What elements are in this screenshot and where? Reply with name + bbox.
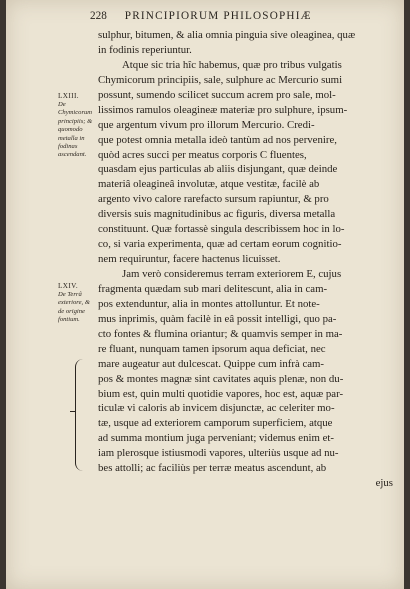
text-line: bium est, quin multi quotidie vapores, hoc est, aquæ par- bbox=[98, 387, 344, 400]
text-line: argento vivo calore rarefacto sursum rapiuntur, & pro bbox=[98, 193, 329, 206]
text-line: mare augeatur aut dulcescat. Quippe cum infrà cam- bbox=[98, 357, 325, 370]
page-header bbox=[90, 10, 390, 22]
text-line: Chymicorum principiis, sale, sulphure ac Mercurio sumi bbox=[98, 73, 343, 86]
text-line: Jam verò consideremus terram exteriorem E, cujus bbox=[122, 268, 342, 280]
text-line: constituunt. Quæ fortassè singula describissem hoc in lo- bbox=[98, 223, 345, 236]
catchword: ejus bbox=[375, 477, 393, 490]
page-number: 228 bbox=[90, 10, 107, 22]
text-line: ad summa montium juga perveniant; videmus enim et- bbox=[98, 432, 334, 445]
sidenote-text: De Chymicorum principiis; & quomodo metalla in fodinas ascendant. bbox=[58, 100, 93, 159]
text-line: fragmenta quædam sub mari delitescunt, alia in cam- bbox=[98, 282, 328, 295]
sidenote-text: De Terrâ exteriore, & de origine fontium. bbox=[58, 290, 90, 324]
text-line: diversis suis magnitudinibus ac figuris, diversa metalla bbox=[98, 208, 336, 221]
text-line: que potest omnia metalla ideò tantùm ad nos pervenire, bbox=[98, 133, 337, 146]
text-line: pos & montes magnæ sint cavitates aquis plenæ, non du- bbox=[98, 372, 344, 385]
book-page bbox=[6, 0, 404, 589]
text-line: sulphur, bitumen, & alia omnia pinguia sive oleaginea, quæ bbox=[98, 29, 356, 41]
text-line: bes attolli; ac faciliùs per terræ meatus ascendunt, ab bbox=[98, 462, 327, 475]
running-title: PRINCIPIORUM PHILOSOPHIÆ bbox=[124, 10, 312, 22]
text-line: tæ, usque ad exteriorem camporum superficiem, atque bbox=[98, 417, 333, 430]
text-line: Atque sic tria hîc habemus, quæ pro tribus vulgatis bbox=[122, 58, 342, 71]
text-line: possunt, sumendo scilicet succum acrem pro sale, mol- bbox=[98, 88, 336, 101]
sidenote-lxiv bbox=[58, 282, 96, 325]
sidenote-lxiii bbox=[58, 92, 96, 160]
text-line: lissimos ramulos oleagineæ materiæ pro sulphure, ipsum- bbox=[98, 103, 348, 116]
text-line: re fluant, nunquam tamen ipsorum aqua deficiat, nec bbox=[98, 342, 326, 355]
body-text bbox=[98, 28, 393, 491]
text-line: mus inprimis, quàm facilè in eâ possit intelligi, quo pa- bbox=[98, 312, 337, 325]
text-line: pos extenduntur, alia in montes attolluntur. Et note- bbox=[98, 297, 320, 310]
text-line: quòd acres succi per meatus corporis C fluentes, bbox=[98, 148, 307, 161]
text-line: que argentum vivum pro illorum Mercurio. Credi- bbox=[98, 118, 315, 131]
margin-bracket-mark bbox=[75, 359, 86, 471]
text-line: in fodinis reperiuntur. bbox=[98, 43, 192, 56]
text-line: co, si varia experimenta, quæ ad certam eorum cognitio- bbox=[98, 238, 342, 251]
text-line: iam plerosque istiusmodi vapores, ulteriùs usque ad nu- bbox=[98, 447, 339, 460]
text-line: cto fontes & flumina oriantur; & quamvis semper in ma- bbox=[98, 327, 343, 340]
text-line: nem requiruntur, facere hactenus licuisset. bbox=[98, 253, 281, 266]
text-line: materiâ oleagineâ involutæ, atque vestitæ, facilè ab bbox=[98, 178, 320, 191]
text-line: ticulæ vi caloris ab invicem disjunctæ, ac celeriter mo- bbox=[98, 402, 335, 415]
text-line: quasdam ejus particulas ab aliis disjungant, quæ deinde bbox=[98, 163, 338, 176]
sidenote-number: LXIV. bbox=[58, 282, 79, 290]
sidenote-number: LXIII. bbox=[58, 92, 79, 100]
